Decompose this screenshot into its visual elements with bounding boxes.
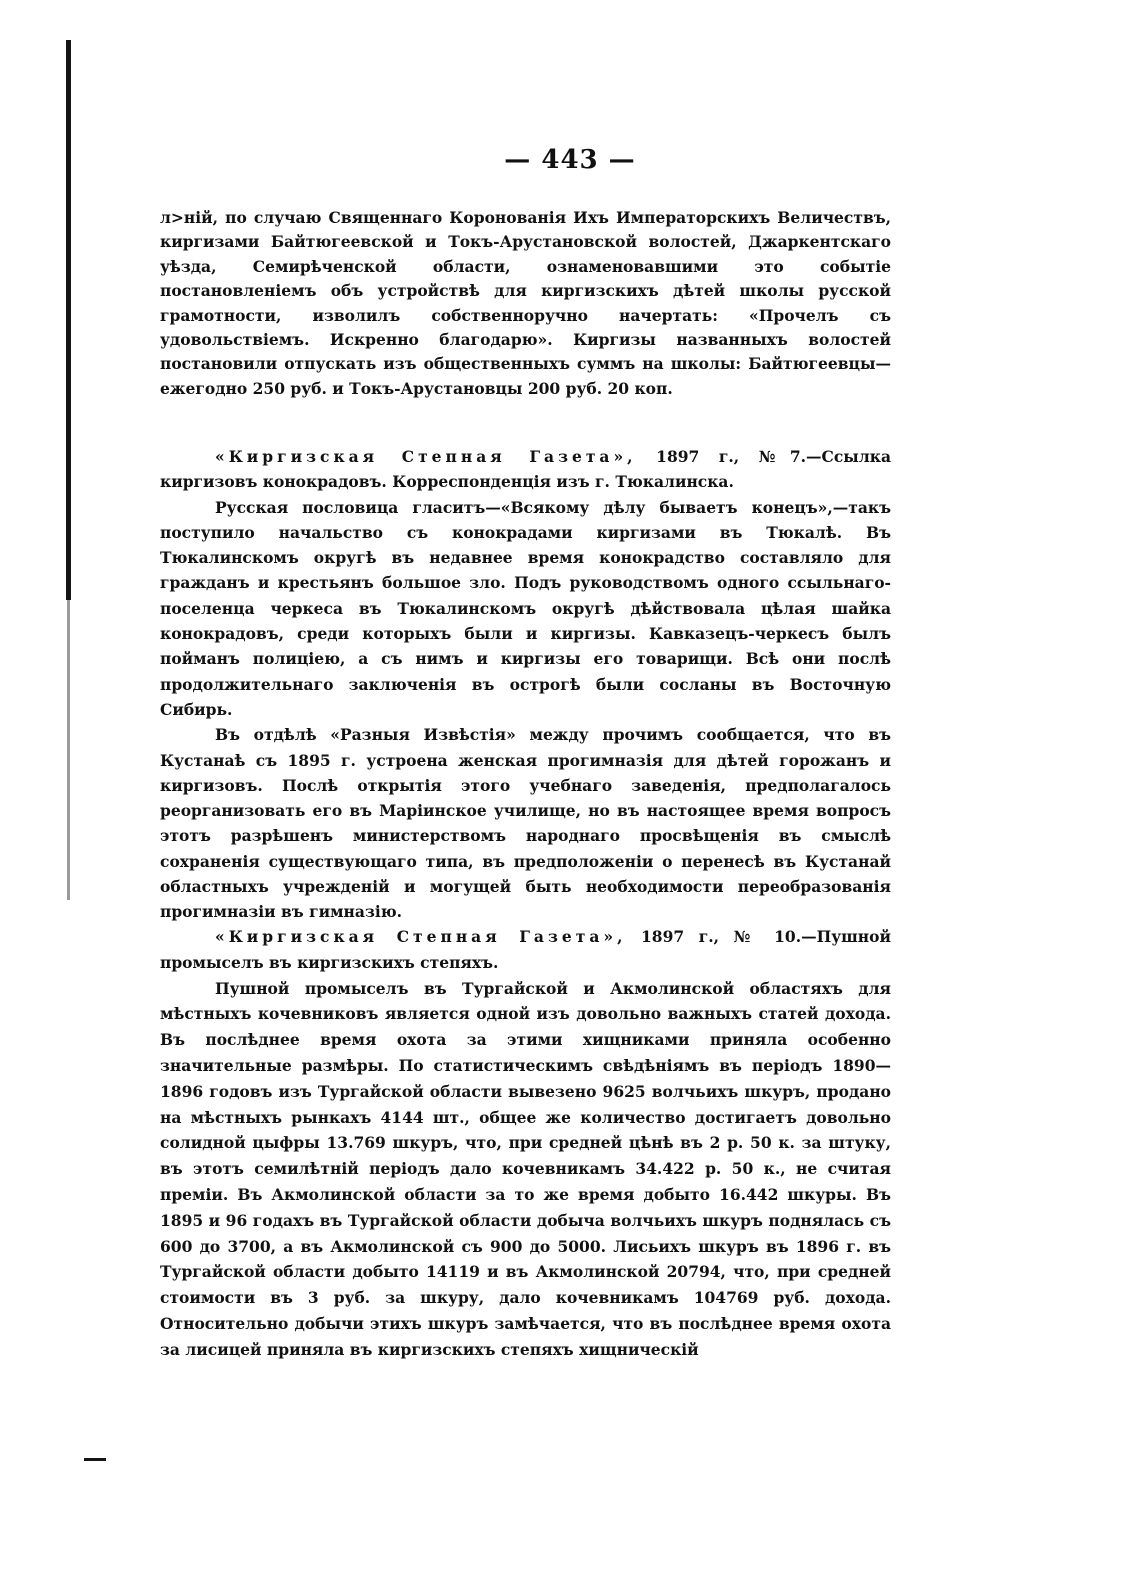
paragraph-kustanai-school: Въ отдѣлѣ «Разныя Извѣстія» между прочимъ сообщается, что въ Кустанаѣ съ 1895 г. устроена женская прогимназія для дѣтей горожанъ и киргизовъ. Послѣ открытія этого учебнаго заведенія, предполагалось реорганизовать его въ Маріинское училище, но въ настоящее время вопросъ этотъ разрѣшенъ министерствомъ народнаго просвѣщенія въ смыслѣ сохраненія существующаго типа, въ предположеніи о перенесѣ въ Кустанай областныхъ учрежденій и могущей быть необходимости переобразованія прогимназіи въ гимназію. [160, 725, 891, 922]
paragraph-coronation-text: л>ній, по случаю Священнаго Коронованія Ихъ Императорскихъ Величествъ, киргизами Байтюгеевской и Токъ-Арустановской волостей, Джаркентскаго уѣзда, Семирѣченской области, ознаменовавшими это событіе постановленіемъ объ устройствѣ для киргизскихъ дѣтей школы русской грамотности, изволилъ собственноручно начертать: «Прочелъ съ удовольствіемъ. Искренно благодарю». Киргизы названныхъ волостей постановили отпускать изъ общественныхъ суммъ на школы: Байтюгеевцы—ежегодно 250 руб. и Токъ-Арустановцы 200 руб. 20 коп. [160, 208, 891, 398]
section-heading-rest: 1897 г., № 10.—Пушной промыселъ въ киргизскихъ степяхъ. [160, 927, 891, 972]
section-horse-thieves [160, 444, 891, 925]
scan-binding-edge-faint [67, 600, 70, 900]
paragraph-coronation [160, 206, 891, 401]
scan-binding-edge [66, 40, 71, 600]
paragraph-horse-thieves: Русская пословица гласитъ—«Всякому дѣлу бываетъ конецъ»,—такъ поступило начальство съ конокрадами киргизами въ Тюкалѣ. Въ Тюкалинскомъ округѣ въ недавнее время конокрадство составляло для гражданъ и крестьянъ большое зло. Подъ руководствомъ одного ссыльнаго-поселенца черкеса въ Тюкалинскомъ округѣ дѣйствовала цѣлая шайка конокрадовъ, среди которыхъ были и киргизы. Кавказецъ-черкесъ былъ пойманъ полиціею, а съ нимъ и киргизы его товарищи. Всѣ они послѣ продолжительнаго заключенія въ острогѣ были сосланы въ Восточную Сибирь. [160, 497, 891, 719]
section-horse-thieves-title [160, 444, 891, 495]
page-number: — 443 — [504, 145, 636, 175]
scan-margin-dash [84, 1458, 106, 1461]
newspaper-title: «Киргизская Степная Газета», [215, 927, 627, 946]
paragraph-fur-trade: Пушной промыселъ въ Тургайской и Акмолинской областяхъ для мѣстныхъ кочевниковъ является одной изъ довольно важныхъ статей дохода. Въ послѣднее время охота за этими хищниками приняла особенно значительные размѣры. По статистическимъ свѣдѣніямъ въ періодъ 1890—1896 годовъ изъ Тургайской области вывезено 9625 волчьихъ шкуръ, продано на мѣстныхъ рынкахъ 4144 шт., общее же количество достигаетъ довольно солидной цыфры 13.769 шкуръ, что, при средней цѣнѣ въ 2 р. 50 к. за штуку, въ этотъ семилѣтній періодъ дало кочевникамъ 34.422 р. 50 к., не считая преміи. Въ Акмолинской области за то же время добыто 16.442 шкуры. Въ 1895 и 96 годахъ въ Тургайской области добыча волчьихъ шкуръ поднялась съ 600 до 3700, а въ Акмолинской съ 900 до 5000. Лисьихъ шкуръ въ 1896 г. въ Тургайской области добыто 14119 и въ Акмолинской 20794, что, при средней стоимости въ 3 руб. за шкуру, дало кочевникамъ 104769 руб. дохода. Относительно добычи этихъ шкуръ замѣчается, что въ послѣднее время охота за лисицей приняла въ киргизскихъ степяхъ хищническій [160, 978, 891, 1359]
section-fur-trade-title [160, 924, 891, 976]
section-heading-rest: 1897 г., №7.—Ссылка киргизовъ конокрадовъ. Корреспонденція изъ г. Тюкалинска. [160, 447, 891, 492]
section-fur-trade [160, 924, 891, 1363]
newspaper-title: «Киргизская Степная Газета», [215, 447, 637, 466]
